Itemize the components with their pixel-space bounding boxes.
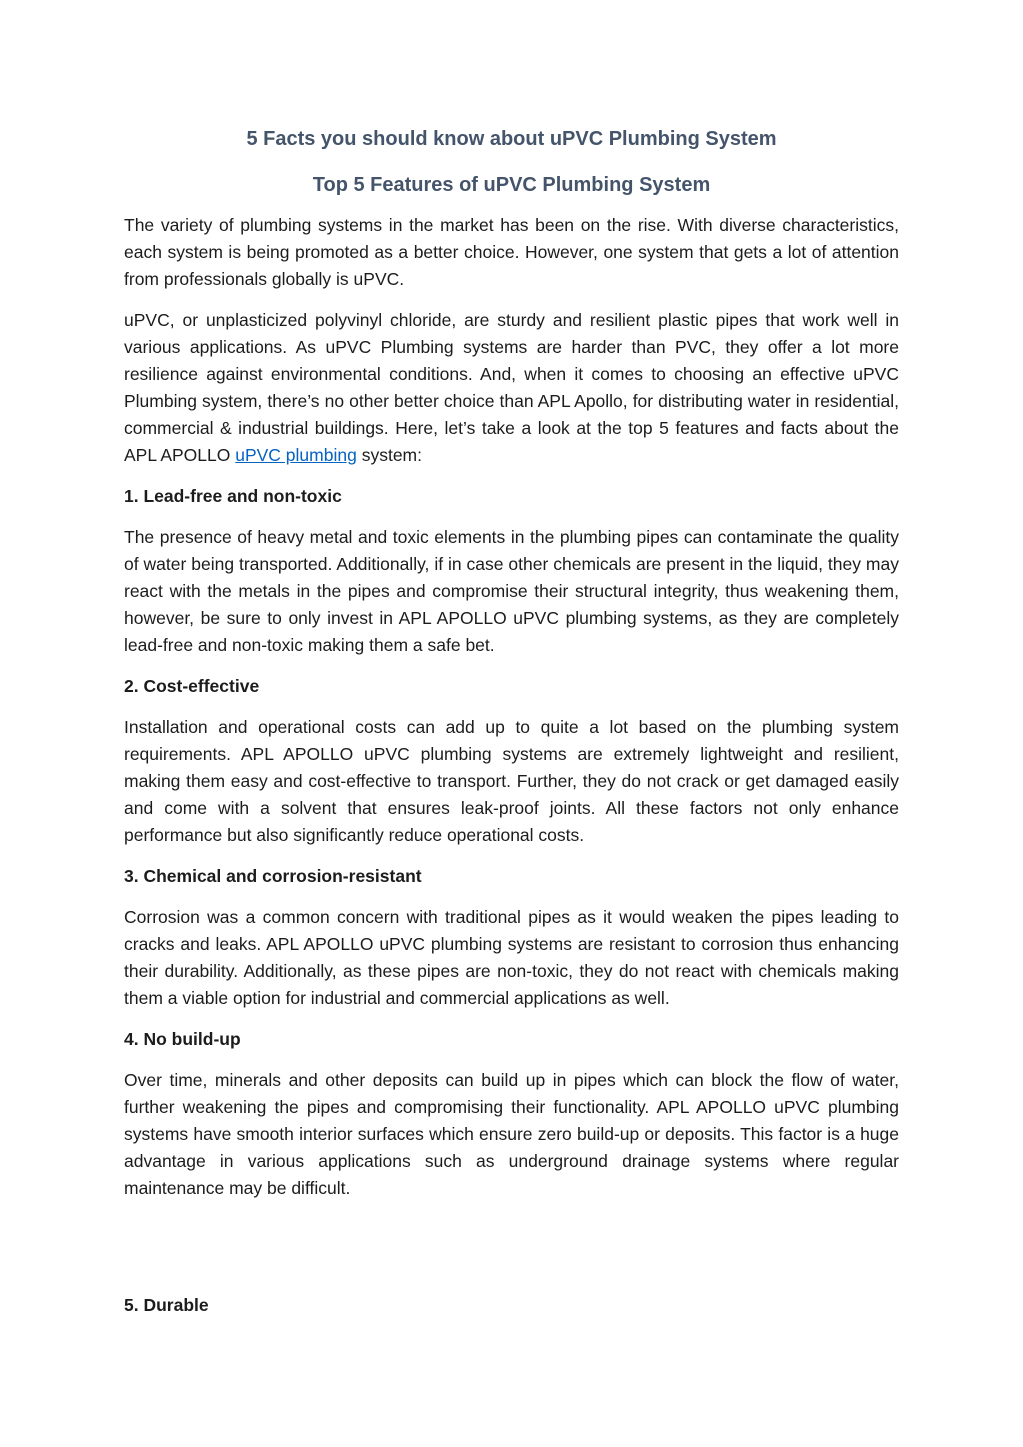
section-heading-lead-free: 1. Lead-free and non-toxic bbox=[124, 486, 342, 506]
document-title: 5 Facts you should know about uPVC Plumbing System bbox=[246, 128, 777, 150]
section-heading-no-build-up: 4. No build-up bbox=[124, 1029, 241, 1049]
second-paragraph-text: uPVC, or unplasticized polyvinyl chloride, are sturdy and resilient plastic pipes that work well in various applications. As uPVC Plumbing systems are harder than PVC, they offer a lot more resilience against environmental conditions. And, when it comes to choosing an effective uPVC Plumbing system, there’s no other better choice than APL Apollo, for distributing water in residential, commercial & industrial buildings. Here, let’s take a look at the top 5 features and facts about the APL APOLLO bbox=[124, 310, 899, 465]
second-paragraph-tail: system: bbox=[356, 445, 422, 465]
section-text-cost-effective: Installation and operational costs can add up to quite a lot based on the plumbing system requirements. APL APOLLO uPVC plumbing systems are extremely lightweight and resilient, making them easy and cost-effective to transport. Further, they do not crack or get damaged easily and come with a solvent that ensures leak-proof joints. All these factors not only enhance performance but also significantly reduce operational costs. bbox=[124, 717, 899, 845]
section-heading-durable: 5. Durable bbox=[124, 1295, 209, 1315]
second-paragraph bbox=[124, 307, 899, 469]
intro-paragraph: The variety of plumbing systems in the market has been on the rise. With diverse characteristics, each system is being promoted as a better choice. However, one system that gets a lot of attention from professionals globally is uPVC. bbox=[124, 215, 899, 289]
section-heading-corrosion-resistant: 3. Chemical and corrosion-resistant bbox=[124, 866, 422, 886]
upvc-plumbing-link[interactable]: uPVC plumbing bbox=[235, 445, 357, 465]
section-heading-cost-effective: 2. Cost-effective bbox=[124, 676, 260, 696]
document-subtitle: Top 5 Features of uPVC Plumbing System bbox=[312, 174, 711, 196]
section-text-corrosion-resistant: Corrosion was a common concern with traditional pipes as it would weaken the pipes leading to cracks and leaks. APL APOLLO uPVC plumbing systems are resistant to corrosion thus enhancing their durability. Additionally, as these pipes are non-toxic, they do not react with chemicals making them a viable option for industrial and commercial applications as well. bbox=[124, 907, 899, 1008]
section-text-no-build-up: Over time, minerals and other deposits can build up in pipes which can block the flow of water, further weakening the pipes and compromising their functionality. APL APOLLO uPVC plumbing systems have smooth interior surfaces which ensure zero build-up or deposits. This factor is a huge advantage in various applications such as underground drainage systems where regular maintenance may be difficult. bbox=[124, 1070, 899, 1198]
section-text-lead-free: The presence of heavy metal and toxic elements in the plumbing pipes can contaminate the quality of water being transported. Additionally, if in case other chemicals are present in the liquid, they may react with the metals in the pipes and compromise their structural integrity, thus weakening them, however, be sure to only invest in APL APOLLO uPVC plumbing systems, as they are completely lead-free and non-toxic making them a safe bet. bbox=[124, 527, 899, 655]
document-body bbox=[124, 212, 899, 1216]
